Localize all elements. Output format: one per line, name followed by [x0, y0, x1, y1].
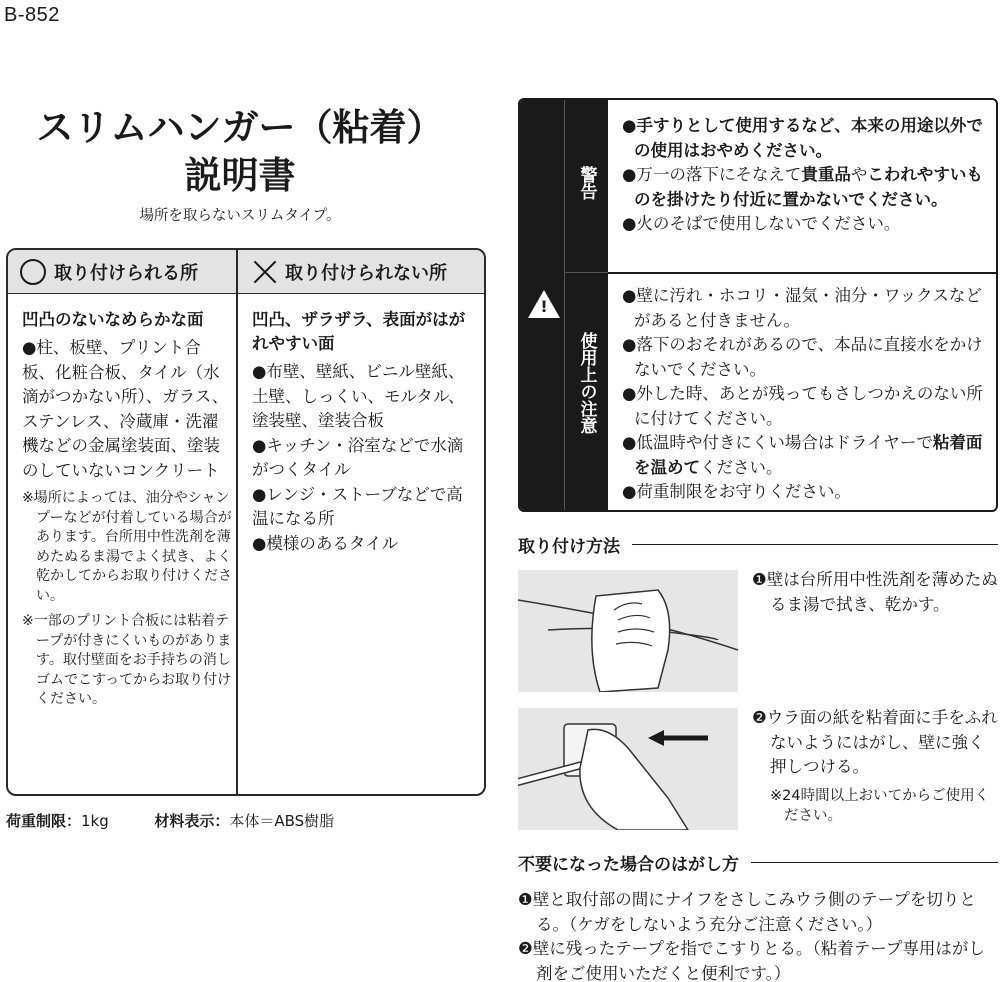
warning-list [622, 114, 988, 237]
exclamation-mark-icon: ! [540, 297, 548, 316]
ok-header [20, 250, 198, 294]
cross-icon [253, 260, 277, 284]
ng-column [252, 308, 476, 556]
caution-list [622, 284, 988, 505]
ng-item-3: ●レンジ・ストーブなどで高温になる所 [252, 484, 463, 528]
warning-label-text: 警告 [576, 166, 597, 200]
caution4-part-b: 粘着面を温めて [634, 433, 983, 477]
warn2-part-a: ●万一の落下にそなえて [622, 165, 802, 184]
install-step-2 [752, 706, 998, 826]
ok-heading: 凹凸のないなめらかな面 [22, 310, 204, 329]
removal-step-1: ❶壁と取付部の間にナイフをさしこみウラ側のテープを切りとる。（ケガをしないよう充分ご注意ください。） [518, 890, 976, 934]
caution4-part-c: ください。 [700, 457, 783, 477]
press-hanger-illustration [518, 708, 738, 830]
ok-header-label: 取り付けられる所 [54, 263, 198, 284]
warning-divider [608, 272, 998, 274]
page-title-sub: 説明書 [184, 154, 296, 197]
warning-label [568, 166, 604, 207]
material-value: 本体＝ABS樹脂 [229, 812, 335, 830]
ng-header-label: 取り付けられない所 [285, 263, 447, 284]
ok-note-2: ※一部のプリント合板には粘着テープが付きにくいものがあります。取付壁面をお手持ちの消しゴムでこすってからお取り付けください。 [22, 613, 232, 707]
material-label: 材料表示： [154, 812, 230, 830]
ng-item-4: ●模様のあるタイル [252, 533, 399, 553]
removal-heading-text: 不要になった場合のはがし方 [518, 855, 739, 875]
ng-item-2: ●キッチン・浴室などで水滴がつくタイル [252, 435, 464, 479]
warning-item-2 [622, 163, 988, 212]
warning-item-1: ●手すりとして使用するなど、本来の用途以外での使用はおやめください。 [622, 116, 983, 160]
sidebar-divider [564, 100, 565, 510]
caution-item-3: ●外した時、あとが残ってもさしつかえのない所に付けてください。 [622, 384, 983, 428]
install-step-2-note: ※24時間以上おいてからご使用ください。 [770, 787, 990, 824]
removal-section-heading [518, 850, 998, 875]
install-step-1: ❶壁は台所用中性洗剤を薄めたぬるま湯で拭き、乾かす。 [752, 570, 998, 614]
ok-column [22, 308, 232, 710]
warning-item-3: ●火のそばで使用しないでください。 [622, 214, 901, 233]
caution-label [568, 332, 604, 441]
page-title: スリムハンガー（粘着） [36, 106, 444, 149]
warn2-part-b: 貴重品 [801, 165, 851, 184]
caution-item-1: ●壁に汚れ・ホコリ・湿気・油分・ワックスなどがあると付きません。 [622, 286, 982, 330]
caution-item-4 [622, 431, 988, 480]
warning-box [518, 98, 998, 512]
heading-rule [632, 544, 998, 546]
load-label: 荷重制限： [6, 812, 82, 830]
circle-icon [20, 259, 46, 285]
caution-label-text: 使用上の注意 [576, 332, 597, 434]
heading-rule [751, 862, 998, 864]
install-section-heading [518, 532, 998, 557]
ok-items: ●柱、板壁、プリント合板、化粧合板、タイル（水滴がつかない所）、ガラス、ステンレス、冷蔵庫・洗濯機などの金属塗装面、塗装のしていないコンクリート [22, 338, 229, 480]
suitability-table [6, 248, 486, 796]
ok-note-1: ※場所によっては、油分やシャンプーなどが付着している場合があります。台所用中性洗剤を薄めたぬるま湯でよく拭き、よく乾かしてからお取り付けください。 [22, 490, 232, 604]
hand-press-icon [518, 708, 738, 830]
install-step-2-text: ❷ウラ面の紙を粘着面に手をふれないようにはがし、壁に強く押しつける。 [752, 708, 998, 776]
spec-line [6, 810, 334, 831]
removal-step-2: ❷壁に残ったテープを指でこすりとる。（粘着テープ専用はがし剤をご使用いただくと便利です。） [518, 939, 985, 982]
hand-cloth-icon [518, 570, 738, 692]
table-header [8, 250, 484, 294]
ng-header [253, 250, 447, 294]
warn2-part-d: こわれやすいものを掛けたり付近に置かないでください。 [634, 165, 983, 209]
caution-item-2: ●落下のおそれがあるので、本品に直接水をかけないでください。 [622, 335, 983, 379]
warn2-part-c: や [850, 165, 868, 184]
sidebar-hr [564, 272, 608, 273]
removal-instructions [518, 888, 1000, 982]
caution4-part-a: ●低温時や付きにくい場合はドライヤーで [622, 433, 933, 452]
ng-heading: 凹凸、ザラザラ、表面がはがれやすい面 [252, 310, 466, 353]
product-code: B-852 [4, 4, 60, 26]
wipe-wall-illustration [518, 570, 738, 692]
install-heading-text: 取り付け方法 [518, 537, 620, 557]
ng-item-1: ●布壁、壁紙、ビニル壁紙、土壁、しっくい、モルタル、塗装壁、塗装合板 [252, 362, 465, 430]
caution-item-5: ●荷重制限をお守りください。 [622, 482, 851, 501]
tagline: 場所を取らないスリムタイプ。 [139, 208, 341, 224]
load-value: 1kg [81, 812, 109, 830]
column-divider [236, 250, 238, 794]
